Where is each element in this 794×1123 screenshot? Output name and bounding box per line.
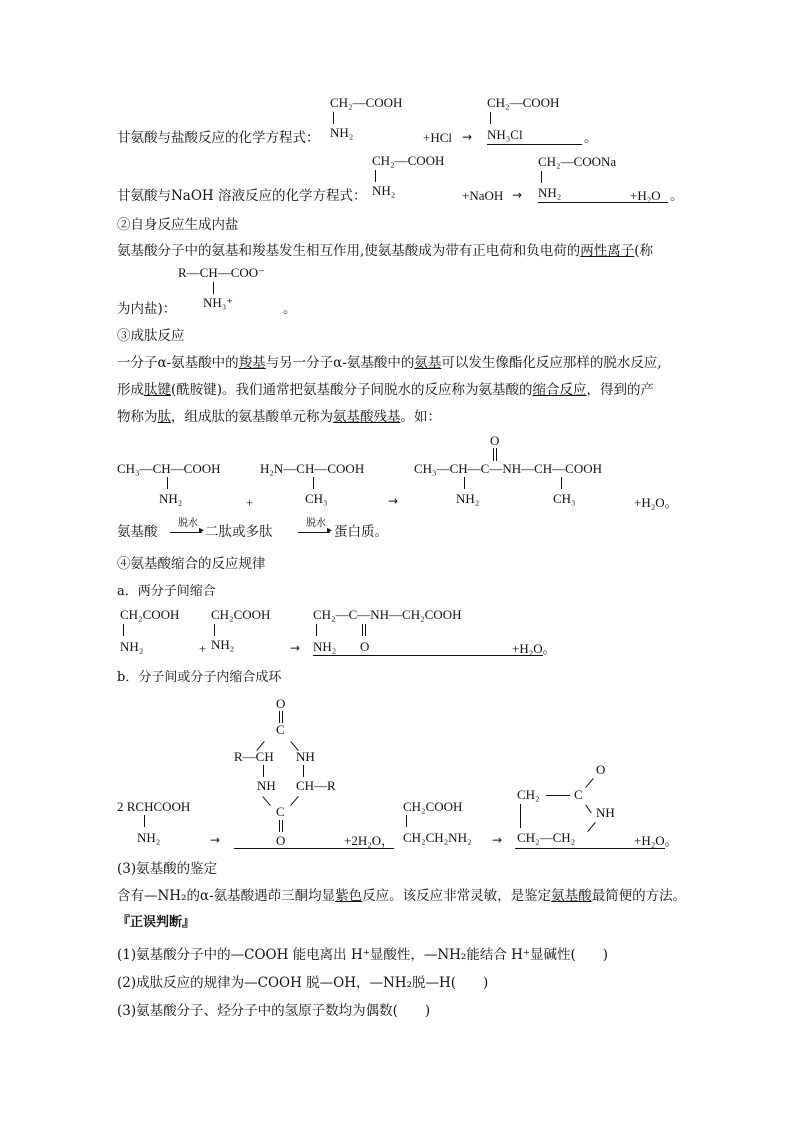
double-bond [496, 448, 497, 461]
product-bottom: NH₃Cl [487, 127, 523, 142]
bond [541, 171, 542, 183]
paragraph: 形成肽键(酰胺键)。我们通常把氨基酸分子间脱水的反应称为氨基酸的缩合反应，得到的产 [117, 382, 655, 398]
bond [561, 477, 562, 489]
bond [375, 170, 376, 182]
bond [464, 477, 465, 489]
reagent: +NaOH [462, 188, 504, 203]
paragraph: 物称为肽，组成肽的氨基酸单元称为氨基酸残基。如： [117, 409, 441, 425]
answer-underline [313, 655, 543, 656]
bond [144, 815, 145, 827]
inner-salt-structure: R—CH—COO⁻ [178, 265, 266, 280]
product-top: CH₂—COOH [487, 95, 560, 110]
reactant-top: CH₂—COOH [372, 153, 445, 168]
product-bottom: NH₂ [538, 185, 562, 200]
reactant-bottom: NH₂ [330, 125, 354, 140]
judge-item-3: (3)氨基酸分子、烃分子中的氢原子数均为偶数( ) [117, 1003, 431, 1019]
bond [333, 112, 334, 124]
bond [406, 815, 407, 827]
arrow-icon [170, 532, 202, 533]
answer-underline [234, 848, 394, 849]
bond [167, 477, 168, 489]
arrow-icon: → [492, 833, 503, 847]
double-bond [362, 624, 363, 636]
answer-underline [487, 144, 582, 145]
arrow-icon [298, 532, 330, 533]
product-top: CH₂—COONa [538, 154, 617, 169]
section-heading: (3)氨基酸的鉴定 [117, 861, 218, 877]
section-heading: ②自身反应生成内盐 [117, 217, 239, 233]
judge-item-1: (1)氨基酸分子中的—COOH 能电离出 H⁺显酸性，—NH₂能结合 H⁺显碱性( ) [117, 947, 609, 963]
equation-label: 甘氨酸与NaOH 溶液反应的化学方程式： [117, 188, 367, 204]
arrow-icon: → [512, 188, 523, 202]
arrow-icon: → [388, 494, 399, 508]
equation-label: 甘氨酸与盐酸反应的化学方程式： [117, 130, 320, 146]
bond [213, 282, 214, 294]
reactant-top: CH₂—COOH [330, 95, 403, 110]
section-tag: 『正误判断』 [117, 915, 196, 930]
answer-underline [515, 848, 665, 849]
paragraph: 一分子α-氨基酸中的羧基与另一分子α-氨基酸中的氨基可以发生像酯化反应那样的脱水反应, [117, 355, 662, 371]
reactant-alanine-2: H₂N—CH—COOH [260, 461, 365, 476]
bond [123, 624, 124, 636]
arrow-icon: → [290, 641, 301, 655]
paragraph: 氨基酸分子中的氨基和羧基发生相互作用,使氨基酸成为带有正电荷和负电荷的两性离子(称 [117, 243, 654, 259]
section-heading: ④氨基酸缩合的反应规律 [117, 556, 266, 572]
bond [313, 477, 314, 489]
double-bond [493, 448, 494, 461]
paragraph: 含有—NH₂的α-氨基酸遇茚三酮均显紫色反应。该反应非常灵敏，是鉴定氨基酸最简便的方法。 [117, 888, 687, 904]
judge-item-2: (2)成肽反应的规律为—COOH 脱—OH，—NH₂脱—H( ) [117, 975, 489, 991]
double-bond [365, 624, 366, 636]
bond [316, 624, 317, 636]
bond [214, 624, 215, 636]
reagent: +HCl [423, 130, 453, 145]
section-heading: ③成肽反应 [117, 328, 185, 344]
bond [490, 112, 491, 124]
arrow-icon: → [210, 833, 221, 847]
reactant-alanine: CH₃—CH—COOH [117, 461, 221, 476]
dipeptide-product: CH₃—CH—C—NH—CH—COOH [414, 461, 602, 476]
reactant-bottom: NH₂ [372, 183, 396, 198]
arrow-icon: → [462, 130, 473, 144]
